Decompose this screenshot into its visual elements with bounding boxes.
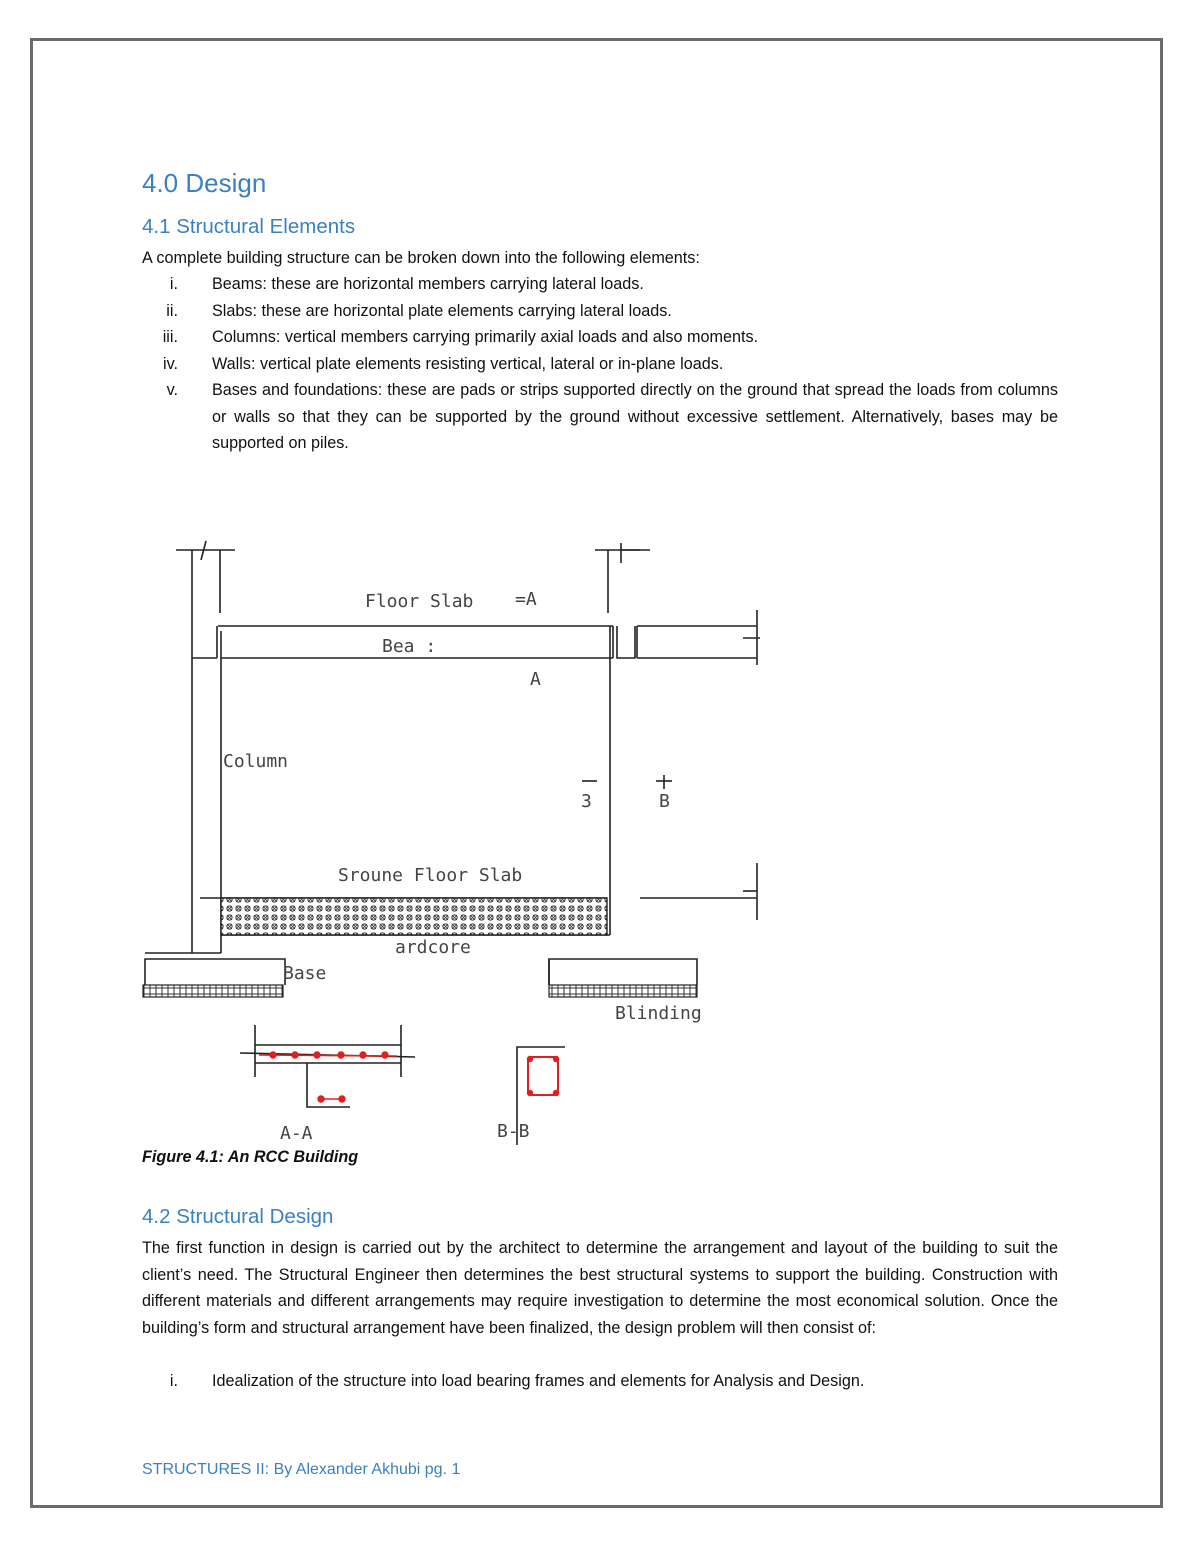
page-title: 4.0 Design: [142, 168, 267, 198]
label-ground-floor-slab: Sroune Floor Slab: [338, 865, 523, 886]
list-item: [142, 1368, 1058, 1395]
label-section-bb: B-B: [497, 1121, 530, 1142]
list-text: Walls: vertical plate elements resisting vertical, lateral or in-plane loads.: [212, 354, 724, 373]
list-number: i.: [169, 1372, 178, 1390]
label-b-right: B: [659, 791, 670, 812]
list-text: Bases and foundations: these are pads or strips supported directly on the ground that spread the loads from columns or walls so that they can be supported by the ground without excessive settlement. Alternatively, bases may be supported on piles.: [212, 381, 1058, 452]
label-floor-slab: Floor Slab: [365, 591, 474, 612]
list-text: Idealization of the structure into load bearing frames and elements for Analysis and Design.: [212, 1372, 865, 1390]
list-text: Beams: these are horizontal members carrying lateral loads.: [212, 275, 644, 293]
label-column: Column: [223, 751, 289, 772]
page-footer: STRUCTURES II: By Alexander Akhubi pg. 1: [142, 1461, 461, 1478]
design-steps-list: [142, 1368, 1058, 1395]
section-heading-structural-elements: 4.1 Structural Elements: [142, 215, 356, 238]
list-item: [142, 271, 1058, 298]
list-item: [142, 324, 1058, 351]
label-b-left: 3: [581, 791, 592, 812]
hardcore-hatch: [221, 898, 607, 935]
list-number: iv.: [163, 354, 178, 373]
list-text: Columns: vertical members carrying primarily axial loads and also moments.: [212, 328, 759, 346]
label-section-aa: A-A: [280, 1123, 313, 1144]
label-a-mark: A: [530, 669, 541, 690]
rebar-section-aa: [259, 1052, 397, 1102]
rebar-section-bb: [528, 1057, 558, 1095]
section-paragraph: The first function in design is carried out by the architect to determine the arrangement and layout of the building to suit the client’s need. The Structural Engineer then determines the best structural systems to support the building. Construction with different materials and different arrangements may require investigation to determine the most economical solution. Once the building’s form and structural arrangement have been finalized, the design problem will then consist of:: [142, 1239, 1058, 1337]
structural-elements-list: [142, 271, 1058, 457]
section-heading-structural-design: 4.2 Structural Design: [142, 1205, 334, 1228]
blinding-right: [549, 985, 697, 997]
list-item: [142, 377, 1058, 457]
list-item: [142, 351, 1058, 378]
list-item: [142, 298, 1058, 325]
list-number: iii.: [162, 328, 178, 346]
section-intro: A complete building structure can be broken down into the following elements:: [142, 249, 700, 267]
label-hardcore: ardcore: [395, 937, 471, 958]
label-blinding: Blinding: [615, 1003, 702, 1024]
rebar-bars-bb: [527, 1056, 559, 1096]
list-text: Slabs: these are horizontal plate elements carrying lateral loads.: [212, 301, 672, 320]
blinding-left: [143, 985, 283, 997]
label-beam: Bea :: [382, 636, 437, 657]
label-section-a-top: =A: [515, 589, 537, 610]
rcc-building-drawing: [135, 535, 835, 1145]
figure-caption: Figure 4.1: An RCC Building: [142, 1148, 359, 1166]
list-number: i.: [169, 275, 178, 293]
label-base: Base: [283, 963, 327, 984]
list-number: v.: [166, 381, 178, 399]
list-number: ii.: [166, 301, 178, 320]
